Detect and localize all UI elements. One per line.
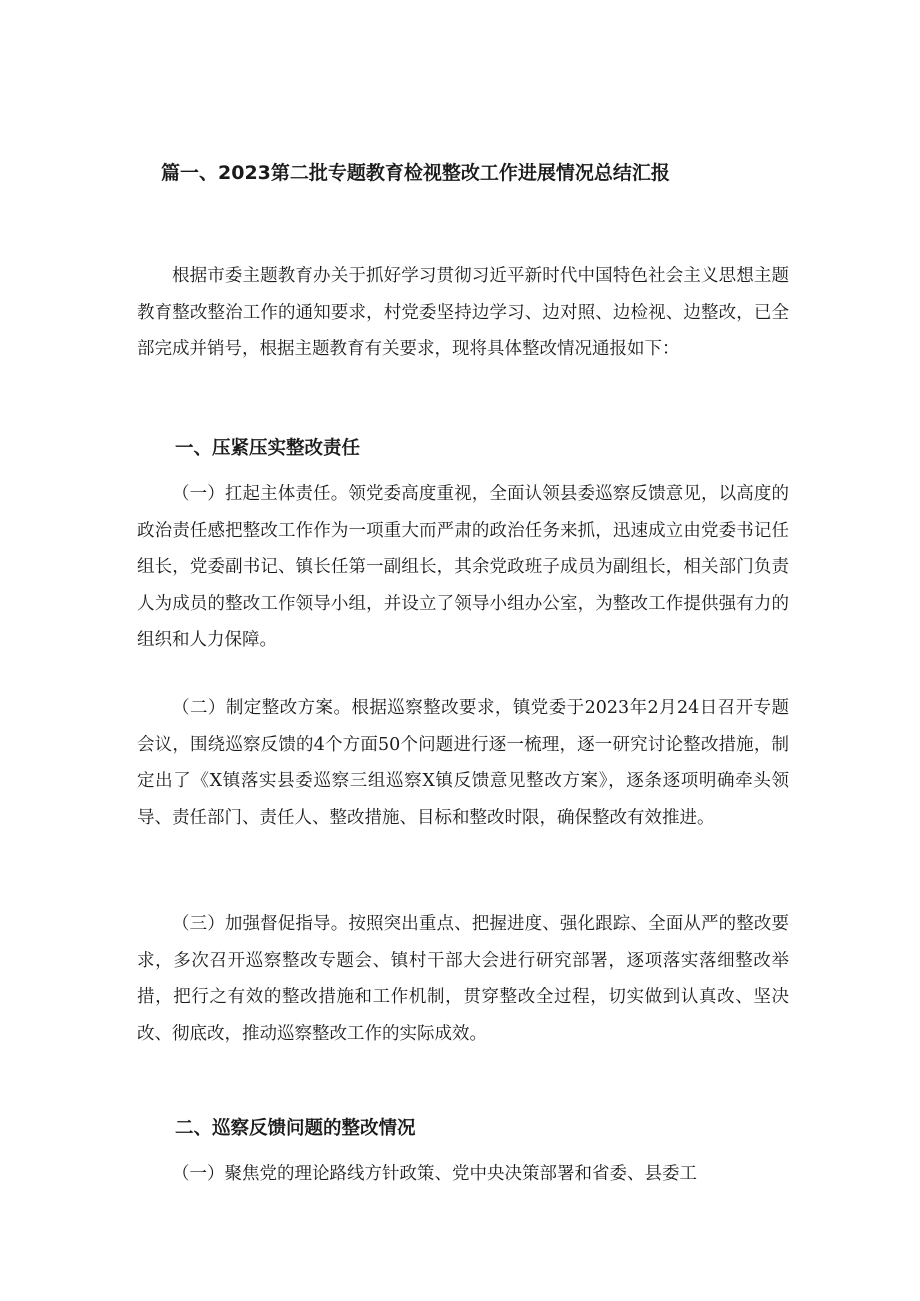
section-1-paragraph-3: （三）加强督促指导。按照突出重点、把握进度、强化跟踪、全面从严的整改要求，多次召开巡察整改专题会、镇村干部大会进行研究部署，逐项落实落细整改举措，把行之有效的整改措施和工作机制，贯穿整改全过程，切实做到认真改、坚决改、彻底改，推动巡察整改工作的实际成效。 [137, 914, 789, 1044]
section-heading-2: 二、巡察反馈问题的整改情况 [175, 1118, 416, 1139]
section-heading-1: 一、压紧压实整改责任 [175, 438, 361, 459]
section-2-paragraph-1: （一）聚焦党的理论路线方针政策、党中央决策部署和省委、县委工 [172, 1164, 697, 1184]
section-1-paragraph-2: （二）制定整改方案。根据巡察整改要求，镇党委于2023年2月24日召开专题会议，围绕巡察反馈的4个方面50个问题进行逐一梳理，逐一研究讨论整改措施，制定出了《X镇落实县委巡察三组巡察X镇反馈意见整改方案》，逐条逐项明确牵头领导、责任部门、责任人、整改措施、目标和整改时限，确保整改有效推进。 [137, 698, 789, 828]
intro-paragraph: 根据市委主题教育办关于抓好学习贯彻习近平新时代中国特色社会主义思想主题教育整改整治工作的通知要求，村党委坚持边学习、边对照、边检视、边整改，已全部完成并销号，根据主题教育有关要求，现将具体整改情况通报如下： [137, 266, 789, 359]
document-title: 篇一、2023第二批专题教育检视整改工作进展情况总结汇报 [161, 162, 670, 184]
section-1-paragraph-1: （一）扛起主体责任。领党委高度重视，全面认领县委巡察反馈意见，以高度的政治责任感把整改工作作为一项重大而严肃的政治任务来抓，迅速成立由党委书记任组长，党委副书记、镇长任第一副组长，其余党政班子成员为副组长，相关部门负责人为成员的整改工作领导小组，并设立了领导小组办公室，为整改工作提供强有力的组织和人力保障。 [137, 484, 789, 650]
